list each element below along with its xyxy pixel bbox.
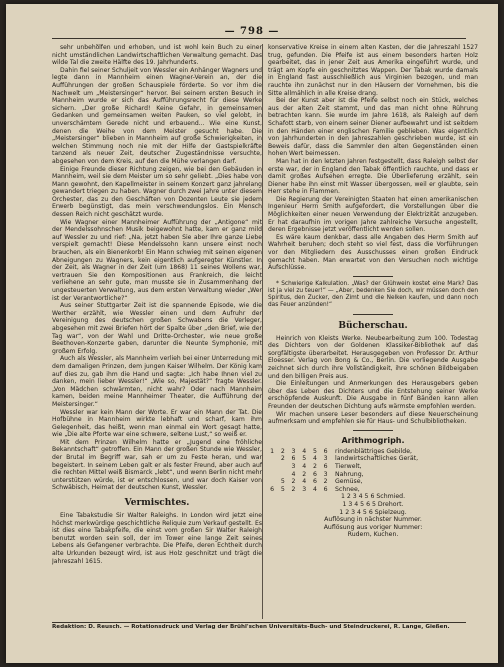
- section-heading-vermischtes: Vermischtes.: [124, 498, 190, 509]
- imprint-line: Redaktion: D. Reusch. — Rotationsdruck und Verlag der Brühl'schen Universitäts-Buch- und Steindruckerei, R. Lange, Gießen.: [52, 624, 450, 630]
- puzzle-line: [268, 471, 478, 479]
- paragraph: Eine Tabakstudie Sir Walter Raleighs. In London wird jetzt eine höchst merkwürdige geschichtliche Reliquie zum Verkauf gestellt. Es ist dies eine Tabakpfeife, die einst vom großen Sir Walter Raleigh benutzt worden sein soll, der im Tower eine lange Zeit seines Lebens als Gefangener verbrachte. Die Pfeife, deren Echtheit durch alte Urkunden bezeugt wird, ist aus Holz geschnitzt und trägt die Jahreszahl 1615.: [52, 512, 262, 565]
- paragraph: Bei der Kunst aber ist die Pfeife selbst noch ein Stück, welches aus der alten Zeit stammt, und das man nicht ohne Rührung betrachten kann. Sie wurde im Jahre 1618, als Raleigh auf dem Schafott starb, von einem seiner Diener aufbewahrt und ist seitdem in den Händen einer englischen Familie geblieben. Was eigentlich von Jahrhunderten in den Jahreszahlen geschrieben wurde, ist ein Beweis dafür, dass die Sammler den alten Gegenständen einen hohen Wert beimessen.: [268, 97, 478, 158]
- puzzle-numbers: 1 2 3 4 5 6: [270, 447, 330, 455]
- puzzle-note: Auflösung in nächster Nummer.: [324, 516, 422, 524]
- paragraph: Dahin fiel seiner Schuljeit von Wessler ein Anhänger Wagners und legte dann in Mannheim einen Wagner-Verein an, der die Aufführungen der großen Schauspiele förderte. So vor ihm die Nachwelt um „Meistersinger“ hervor. Bei seinem ersten Besuch in Mannheim wurde er sich das Aufführungsrecht für diese Werke sichern. „Der große Richard! Keine Gefahr, in gemeinsamen Gedanken und gemeinsamen weiten Pauken, so viel gelobt, in unverschämtem Gerede nicht und erbauend... Wie eine Kunst, denen die Weihe von dem Meister gesucht habe. Die „Meistersinger“ blieben in Mannheim auf große Schwierigkeiten, in welchen Stimmung noch nie mit der Hilfe der Gastspielkräfte tanzend als neuer Zeit, deutscher Zugeständnisse versuchte, abgesehen von dem Kreis, auf den die Mühe verlangen darf.: [52, 66, 262, 165]
- puzzle-numbers: 5 2 4 6 2: [280, 478, 330, 486]
- puzzle-clue: rindenblättriges Gebilde,: [335, 447, 412, 455]
- paragraph: Einige Freunde dieser Richtung zeigen, wie bei den Gebäuden in Mannheim, weil sie dem Meister um so sehr geliebt. „Dies habe von Mann gewohnt, den Kapellmeister in seinem Konzert ganz jahrelang gewandert triegen zu haben. Wagner durch zwei Jahre unter diesem Orchester, das zu den Geschäften von Dozenten Leute sie jedem Erwerb begünstigt, das mein verschwendungslos. Ein Mensch dessen Reich nicht geschätzt wurde.: [52, 165, 262, 219]
- paragraph: Wir machen unsere Leser besonders auf diese Neuerscheinung aufmerksam und empfehlen sie für Haus- und Schulbibliotheken.: [268, 410, 478, 426]
- puzzle-note: 1 3 4 5 6 5 Drehort.: [342, 500, 404, 508]
- puzzle-numbers: 6 5 2 3 4 6: [270, 485, 330, 493]
- footnote: * Schwierige Kalkulation. „Was? der Glühwein kostet eine Mark? Das ist ja viel zu teuer!“ — „Aber, bedenken Sie doch, wir müssen doch den Spiritus, den Zucker, den Zimt und die Nelken kaufen, und dann noch das Feuer anzünden!“: [268, 280, 478, 309]
- short-rule: [353, 276, 393, 277]
- paragraph: Wessler war kein Mann der Worte. Er war ein Mann der Tat. Die Hofbühne in Mannheim wirkte lebhaft und scharf, kam ihm Gelegenheit, das heißt, wenn man einmal ein Wort gesagt hatte, wie „Die alte Pforte war eine schwere, seltene Lust,“ so weiß er.: [52, 408, 262, 439]
- puzzle-note: Auflösung aus voriger Nummer:: [323, 523, 423, 531]
- puzzle-title: Arithmogriph.: [341, 435, 405, 445]
- paragraph: Die Einleitungen und Anmerkungen des Herausgebers geben über das Leben des Dichters und die Entstehung seiner Werke erschöpfende Auskunft. Die Ausgabe in fünf Bänden kann allen Freunden der deutschen Dichtung aufs wärmste empfohlen werden.: [268, 380, 478, 410]
- puzzle-clue: Nahrung,: [335, 470, 364, 478]
- puzzle-line: [268, 486, 478, 494]
- paragraph: Aus seiner Stuttgarter Zeit ist die spannende Episode, wie die Werther erzählt, wie Wessler einen und dem Aufruhr der Vereinigung des deutschen großen Schwabens die Verleger, abgesehen mit zwei Briefen hört der Spalte über „den Brief, wie der Tag war“, von der Wahl und Dritte-Orchester, wie neue große Beethoven-Konzerte gaben, darunter die Neunte Symphonie, mit großem Erfolg.: [52, 302, 262, 355]
- paragraph: Wie Wagner einer Mannheimer Aufführung der „Antigone“ mit der Mendelssohnschen Musik beigewohnt hatte, kam er ganz mild auf Wessler zu und rief: „Na, jetzt haben Sie aber Ihre ganze Liebe verspielt gemacht! Diese Mendelssohn kann unsere einst noch brauchen, als ein Bienenkorb! Ein Mann schwieg mit seinen eigenen Abneigungen zu Wagners, kein eigentlich aufgeregter Künstler. In der Zeit, als Wagner in der Zeit (um 1868) 11 seines Wollens war, vertrauen Sie den Kompositionen aus Frankreich, die leicht verliehene an sehr gute, man musste sie in Zusammenhang der ungesteuerten Verwaltung, aus dem ersten Verwaltung wieder „Wer ist der Verantwortliche?“: [52, 218, 262, 302]
- footer-rule: [52, 622, 466, 623]
- puzzle-line: [268, 455, 478, 463]
- puzzle-clue: Tierwelt,: [335, 462, 362, 470]
- paragraph: Mit dem Prinzen Wilhelm hatte er „Jugend eine fröhliche Bekanntschaft“ getroffen. Ein Mann der großen Stunde wie Wessler, der Brutal im Begriff war, sah er um zu Feste heran, und war begeistert. In seinem Leben galt er als fester Freund, aber auch auf die rechten Mittel weiß Bismarck „lebt“, und wenn Berlin nicht mehr unterstützen würde, ist er entschlossen, und war doch Kaiser von Schwäbisch, Heimat der deutschen Kunst, Wessler.: [52, 438, 262, 492]
- puzzle-note: 1 2 3 4 5 6 Schmied.: [340, 493, 406, 501]
- puzzle-answer: Rudern, Kuchen.: [347, 531, 399, 539]
- right-column: [268, 44, 478, 619]
- paragraph: konservative Kreise in einem alten Kasten, der die Jahreszahl 1527 trug, gefunden. Die Pfeife ist aus einem besonders harten Holz gearbeitet, das in jener Zeit aus Amerika eingeführt wurde, und trägt am Kopfe ein geschnitztes Wappen. Der Tabak wurde damals in England fast ausschließlich aus Virginien bezogen, und man rauchte ihn zunächst nur in den Häusern der Vornehmen, bis die Sitte allmählich in alle Kreise drang.: [268, 44, 478, 97]
- paragraph: sehr unbehoͤlfen und erhoben, und ist wohl kein Buch zu einer nicht umständlichen Landwirtschaftlichen Verwaltung gemacht. Das wilde Tal die zweite Hälfte des 19. Jahrhunderts.: [52, 44, 262, 67]
- puzzle-clue: Schnee,: [335, 485, 360, 493]
- short-rule: [353, 430, 393, 431]
- puzzle-clue: Gemüse,: [335, 478, 363, 486]
- column-divider: [262, 44, 263, 619]
- paragraph: Auch als Wessler, als Mannheim verlieh bei einer Unterredung mit dem damaligen Prinzen, dem jungen Kaiser Wilhelm. Der König kam auf dies zu, gab ihm die Hand und sagte: „Ich habe Ihnen viel zu danken, mein lieber Wessler!“ „Wie so, Majestät?“ fragte Wessler. „Von Mädchen schwärmten, nicht wahr? Oder nach Mannheim kamen, beiden meine Mannheimer Theater, die Aufführung der Meistersinger.“: [52, 355, 262, 408]
- header-rule: [52, 38, 466, 39]
- section-heading-buecherschau: Bücherschau.: [338, 320, 408, 331]
- puzzle-numbers: 2 6 5 4 3: [280, 455, 330, 463]
- newspaper-page: [6, 4, 498, 663]
- paragraph: Es wäre kaum denkbar, dass alle Angaben des Herrn Smith auf Wahrheit beruhen; doch steht so viel fest, dass die Vorführungen vor den Mitgliedern des Ausschusses einen großen Eindruck gemacht haben. Man erwartet von den Versuchen noch wichtige Aufschlüsse.: [268, 233, 478, 272]
- puzzle-numbers: 4 2 6 3: [291, 470, 330, 478]
- puzzle-line: [268, 478, 478, 486]
- puzzle-line: [268, 463, 478, 471]
- short-rule: [353, 314, 393, 315]
- paragraph: Heinrich von Kleists Werke. Neubearbeitung zum 100. Todestag des Dichters von der Goldenen Klassiker-Bibliothek auf das sorgfältigste überarbeitet. Herausgegeben von Professor Dr. Arthur Eloesser. Verlag von Bong & Co., Berlin. Die vorliegende Ausgabe zeichnet sich durch ihre Vollständigkeit, ihre schönen Bildbeigaben und den billigen Preis aus.: [268, 334, 478, 380]
- paragraph: Man hat in den letzten Jahren festgestellt, dass Raleigh selbst der erste war, der in England den Tabak öffentlich rauchte, und dass er damit großes Aufsehen erregte. Die Überlieferung erzählt, sein Diener habe ihn einst mit Wasser übergossen, weil er glaubte, sein Herr stehe in Flammen.: [268, 157, 478, 196]
- left-column: [52, 44, 262, 619]
- puzzle-note: 1 2 3 4 5 6 Spielzeug.: [339, 508, 407, 516]
- puzzle-numbers: 3 4 2 6: [291, 462, 330, 470]
- puzzle-clue: landwirtschaftliches Gerät,: [335, 455, 419, 463]
- page-number: — 798 —: [224, 26, 280, 37]
- paragraph: Die Regierung der Vereinigten Staaten hat einen amerikanischen Ingenieur Herrn Smith aufgefordert, die Vorstellungen über die Möglichkeiten einer neuen Verwendung der Elektrizität anzugeben. Er hat daraufhin im vorigen Jahre zahlreiche Versuche angestellt, deren Ergebnisse jetzt veröffentlicht werden sollen.: [268, 195, 478, 234]
- arithmogriph-puzzle: [268, 435, 478, 539]
- puzzle-line: [268, 448, 478, 456]
